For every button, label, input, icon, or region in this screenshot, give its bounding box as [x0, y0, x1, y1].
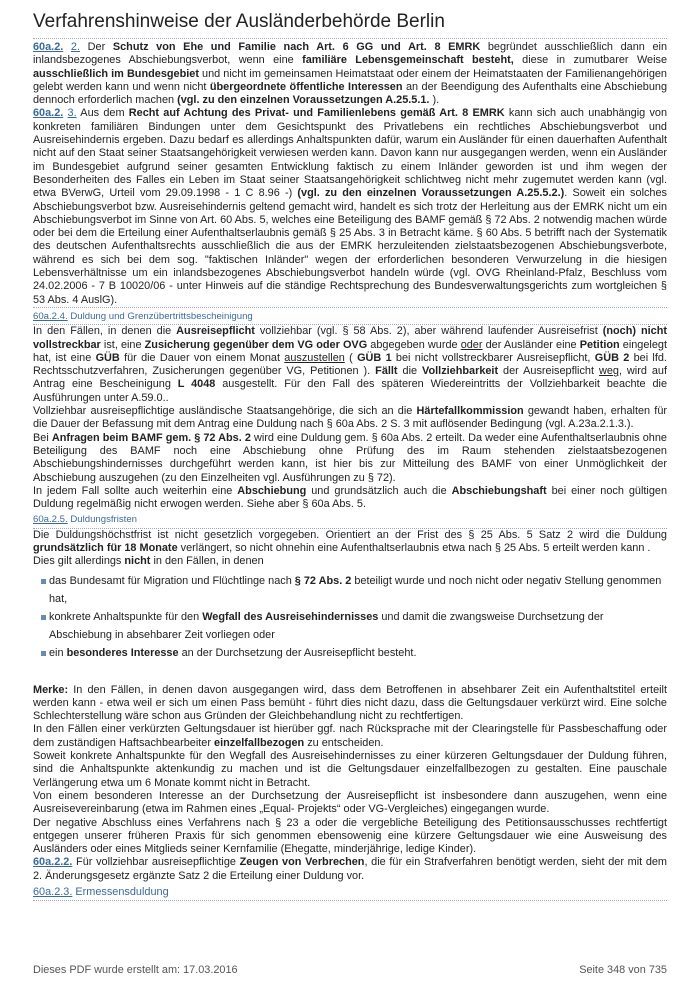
exception-list — [33, 572, 667, 662]
bullet-square-icon — [41, 615, 46, 620]
bullet-square-icon — [41, 651, 46, 656]
section-number-link[interactable]: 60a.2.3. — [33, 886, 73, 899]
section-number-link[interactable]: 60a.2.4. — [33, 310, 68, 322]
paragraph-bamf: Bei Anfragen beim BAMF gem. § 72 Abs. 2 wird eine Duldung gem. § 60a Abs. 2 erteilt. Da weder eine Aufenthaltserlaubnis ohne Beteiligung des BAMF noch eine Abschiebung ohne Prüfung des im Raum stehenden zielstaatsbezogenen Abschiebungshindernisses durchgeführt werden kann, ist hier bis zur Mitteilung des BAMF von einer Unmöglichkeit der Abschiebung auszugehen (zu den Einzelheiten vgl. Ausführungen zu § 72). — [33, 431, 667, 484]
section-ref-link[interactable]: 60a.2. — [33, 41, 64, 53]
paragraph-abschiebung: In jedem Fall sollte auch weiterhin eine Abschiebung und grundsätzlich auch die Abschiebungshaft bei einer noch gültigen Duldung regelmäßig nicht erwogen werden. Siehe aber § 60a Abs. 5. — [33, 484, 668, 511]
paragraph-60a-2-3: 60a.2. 3. Aus dem Recht auf Achtung des Privat- und Familienlebens gemäß Art. 8 EMRK kann sich auch unabhängig von konkreten familiären Bindungen unter dem Gesichtspunkt des Privatlebens ein rechtliches Abschiebungsverbot und Ausreisehindernis ergeben. Dazu bedarf es allerdings Anhaltspunkten dafür, warum ein Ausländer für einen dauerhaften Aufenthalt nicht auf den Staat seiner Staatsangehörigkeit verwiesen werden kann. Davon kann nur ausgegangen werden, wenn ein Ausländer im Bundesgebiet aufgrund seiner gesamten Entwicklung faktisch zu einem Inländer geworden ist und ihm wegen der Besonderheiten des Falles ein Leben im Staat seiner Staatsangehörigkeit schlichtweg nicht mehr zugemutet werden kann (vgl. etwa BVerwG, Urteil vom 29.09.1998 - 1 C 8.96 -) (vgl. zu den einzelnen Voraussetzungen A.25.5.2.). Soweit ein solches Abschiebungsverbot bzw. Ausreisehindernis geltend gemacht wird, handelt es sich trotz der Herleitung aus der EMRK nicht um ein Abschiebungsverbot im Sinne von Art. 60 Abs. 5, welches eine Beteiligung des BAMF gemäß § 72 Abs. 2 notwendig machen würde oder bei dem die Erteilung einer Aufenthaltserlaubnis gemäß § 25 Abs. 3 in Betracht käme. § 60 Abs. 5 betrifft nach der Systematik des deutschen Aufenthaltsrechts ausschließlich die aus der EMRK herzuleitenden zielstaatsbezogenen Abschiebungsverbote, während es sich bei dem sog. "faktischen Inländer" wegen der erforderlichen besonderen Verwurzelung in die hiesigen Lebensverhältnisse um ein inlandsbezogenes Abschiebungsverbot handeln würde (vgl. OVG Rheinland-Pfalz, Beschluss vom 24.02.2006 - 7 B 10020/06 - unter Hinweis auf die ständige Rechtsprechung des Bundesverwaltungsgerichts zum wortgleichen § 53 Abs. 4 AuslG). — [33, 107, 667, 307]
page-title: Verfahrenshinweise der Ausländerbehörde Berlin — [33, 11, 445, 32]
paragraph-haertefall: Vollziehbar ausreisepflichtige ausländische Staatsangehörige, die sich an die Härtefallkommission gewandt haben, erhalten für die Dauer der Befassung mit dem Antrag eine Duldung nach § 60a Abs. 2 S. 3 mit auflösender Bedingung (vgl. A.23a.2.1.3.). — [33, 405, 667, 431]
section-ref-link[interactable]: 60a.2. — [33, 107, 64, 120]
list-item: ein besonderes Interesse an der Durchsetzung der Ausreisepflicht besteht. — [43, 644, 667, 662]
paragraph-60a-2-2: 60a.2. 2. Der Schutz von Ehe und Familie nach Art. 6 GG und Art. 8 EMRK begründet ausschließlich dann ein inlandsbezogenes Abschiebungsverbot, wenn eine familiäre Lebensgemeinschaft besteht, diese in zumutbarer Weise ausschließlich im Bundesgebiet und nicht im gemeinsamen Heimatstaat oder einem der Heimatstaaten der Familienangehörigen gelebt werden kann und wenn nicht übergeordnete öffentliche Interessen an der Beendigung des Aufenthalts eine Abschiebung dennoch erforderlich machen (vgl. zu den einzelnen Voraussetzungen A.25.5.1. ). — [33, 41, 668, 107]
list-item: konkrete Anhaltspunkte für den Wegfall des Ausreisehindernisses und damit die zwangsweise Durchsetzung der Abschiebung in absehbarer Zeit vorliegen oder — [43, 608, 667, 644]
paragraph-guebs: In den Fällen, in denen die Ausreisepflicht vollziehbar (vgl. § 58 Abs. 2), aber während laufender Ausreisefrist (noch) nicht vollstreckbar ist, eine Zusicherung gegenüber dem VG oder OVG abgegeben wurde oder der Ausländer eine Petition eingelegt hat, ist eine GÜB für die Dauer von einem Monat auszustellen ( GÜB 1 bei nicht vollstreckbarer Ausreisepflicht, GÜB 2 bei lfd. Rechtsschutzverfahren, Zusicherungen gegenüber VG, Petitionen ). Fällt die Vollziehbarkeit der Ausreisepflicht weg, wird auf Antrag eine Bescheinigung L 4048 ausgestellt. Für den Fall des späteren Wiedereintritts der Vollziehbarkeit beachte die Ausführungen unter A.59.0.. — [33, 325, 668, 404]
subsection-ref-link[interactable]: 2. — [70, 41, 81, 53]
document-body — [33, 41, 667, 901]
footer-page-number: Seite 348 von 735 — [579, 964, 667, 976]
subsection-ref-link[interactable]: 3. — [67, 107, 77, 120]
vertical-spacer — [33, 662, 667, 684]
section-heading-duldungsfristen: 60a.2.5. Duldungsfristen — [33, 513, 667, 528]
page-footer — [33, 964, 667, 976]
paragraph-ausnahmen: Dies gilt allerdings nicht in den Fällen, in denen — [33, 555, 264, 568]
section-number-link[interactable]: 60a.2.5. — [33, 514, 68, 526]
paragraph-wegfall: Soweit konkrete Anhaltspunkte für den Wegfall des Ausreisehindernisses zu einer kürzeren Geltungsdauer der Duldung führen, sind die Anhaltspunkte aktenkundig zu machen und ist die Geltungsdauer einzelfallbezogen zu gestalten. Eine pauschale Verlängerung etwa um 6 Monate kommt nicht in Betracht. — [33, 750, 667, 789]
page-header — [33, 10, 667, 39]
paragraph-60a-2-2-zeugen: 60a.2.2. Für vollziehbar ausreisepflichtige Zeugen von Verbrechen, die für ein Strafverfahren benötigt werden, sieht der mit dem 2. Änderungsgesetz ergänzte Satz 2 die Erteilung einer Duldung vor. — [33, 856, 668, 882]
section-ref-link[interactable]: 60a.2.2. — [33, 856, 73, 869]
section-heading-duldung: 60a.2.4. Duldung und Grenzübertrittsbescheinigung — [33, 310, 667, 325]
paragraph-hoechstfrist: Die Duldungshöchstfrist ist nicht gesetzlich vorgegeben. Orientiert an der Frist des § 25 Abs. 5 Satz 2 wird die Duldung grundsätzlich für 18 Monate verlängert, so nicht ohnehin eine Aufenthaltserlaubnis etwa nach § 25 Abs. 5 erteilt werden kann . — [33, 528, 667, 554]
paragraph-merke: Merke: In den Fällen, in denen davon ausgegangen wird, dass dem Betroffenen in absehbarer Zeit ein Aufenthaltstitel erteilt werden kann - etwa weil er sich um einen Pass bemüht - führt dies nicht dazu, dass die Geltungsdauer verkürzt wird. Eine solche Schlechterstellung wäre schon aus Gründen der Gleichbehandlung nicht zu rechtfertigen. — [33, 683, 667, 723]
list-item: das Bundesamt für Migration und Flüchtlinge nach § 72 Abs. 2 beteiligt wurde und noch nicht oder negativ Stellung genommen hat, — [43, 572, 667, 608]
paragraph-interesse: Von einem besonderen Interesse an der Durchsetzung der Ausreisepflicht ist insbesondere dann auszugehen, wenn eine Ausreisevereinbarung (etwa im Rahmen eines „Equal- Projekts“ oder VG-Vergleiches) eingegangen wurde. — [33, 789, 667, 816]
header-divider — [33, 38, 667, 39]
bullet-square-icon — [41, 579, 46, 584]
footer-created-date: Dieses PDF wurde erstellt am: 17.03.2016 — [33, 964, 238, 976]
section-heading-ermessensduldung: 60a.2.3. Ermessensduldung — [33, 886, 667, 901]
paragraph-negativ: Der negative Abschluss eines Verfahrens nach § 23 a oder die vergebliche Beteiligung des Petitionsausschusses rechtfertigt entgegen unserer früheren Praxis für sich genommen ebensowenig eine kürzere Geltungsdauer wie eine Ausweisung des Ausländers oder eines Mitglieds seiner Kernfamilie (Ehegatte, minderjährige, ledige Kinder). — [33, 816, 667, 856]
paragraph-verkuerzt: In den Fällen einer verkürzten Geltungsdauer ist hierüber ggf. nach Rücksprache mit der Clearingstelle für Passbeschaffung oder dem zuständigen Haftsachbearbeiter einzelfallbezogen zu entscheiden. — [33, 723, 667, 749]
